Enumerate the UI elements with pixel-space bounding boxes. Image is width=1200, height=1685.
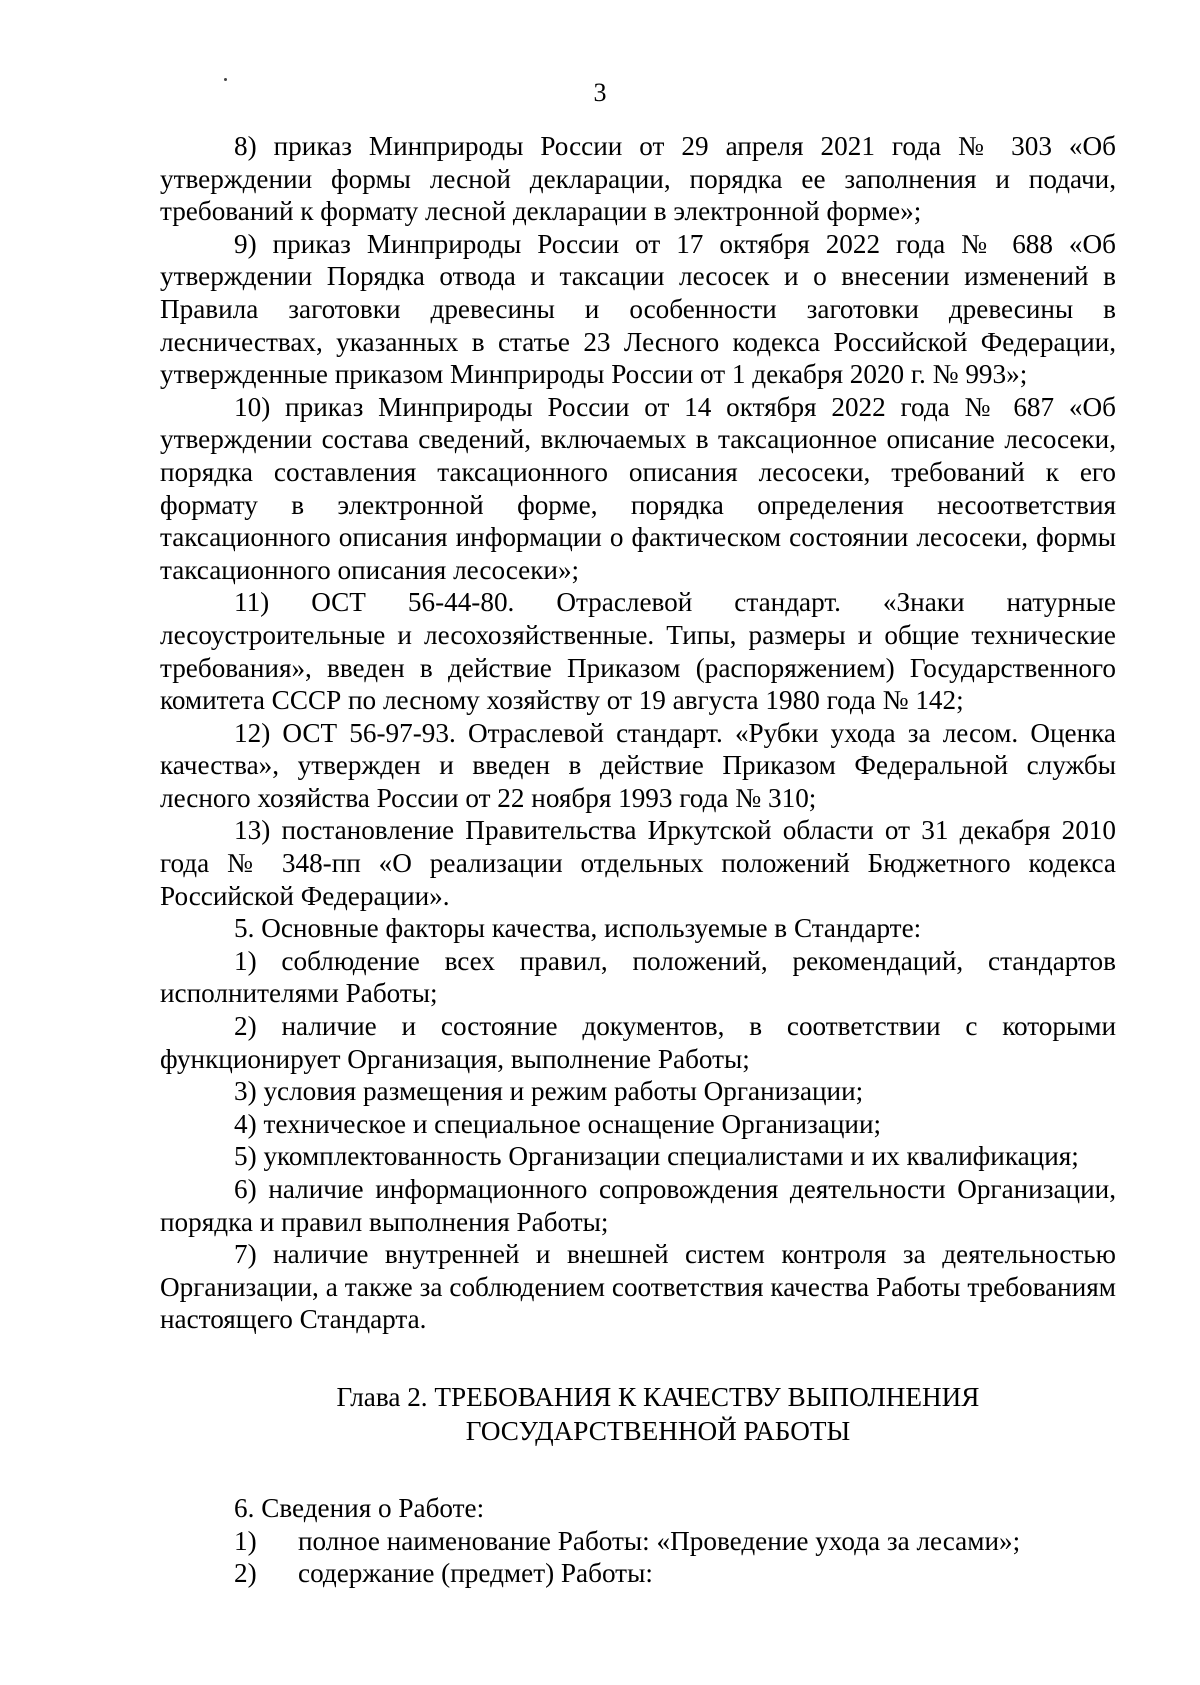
list-item-text: содержание (предмет) Работы: bbox=[298, 1558, 653, 1589]
quality-factor-2: 2) наличие и состояние документов, в соответствии с которыми функционирует Организация, выполнение Работы; bbox=[160, 1011, 1116, 1074]
document-body bbox=[160, 130, 1116, 1590]
paragraph-item-11: 11) ОСТ 56-44-80. Отраслевой стандарт. «Знаки натурные лесоустроительные и лесохозяйственные. Типы, размеры и общие технические требования», введен в действие Приказом (распоряжением) Государственного комитета СССР по лесному хозяйству от 19 августа 1980 года № 142; bbox=[160, 587, 1116, 716]
list-item-text: полное наименование Работы: «Проведение ухода за лесами»; bbox=[298, 1525, 1021, 1556]
quality-factor-7: 7) наличие внутренней и внешней систем контроля за деятельностью Организации, а также за соблюдением соответствия качества Работы требованиям настоящего Стандарта. bbox=[160, 1239, 1116, 1335]
section-6-title: 6. Сведения о Работе: bbox=[234, 1492, 485, 1523]
paragraph-section-5: 5. Основные факторы качества, используемые в Стандарте: bbox=[234, 913, 922, 944]
quality-factor-5: 5) укомплектованность Организации специалистами и их квалификация; bbox=[234, 1141, 1079, 1172]
paragraph-item-8: 8) приказ Минприроды России от 29 апреля 2021 года № 303 «Об утверждении формы лесной декларации, порядка ее заполнения и подачи, требований к формату лесной декларации в электронной форме»; bbox=[160, 131, 1116, 227]
list-item-number: 2) bbox=[234, 1558, 257, 1589]
page-number: 3 bbox=[593, 78, 607, 107]
paragraph-item-12: 12) ОСТ 56-97-93. Отраслевой стандарт. «Рубки ухода за лесом. Оценка качества», утвержден и введен в действие Приказом Федеральной службы лесного хозяйства России от 22 ноября 1993 года № 310; bbox=[160, 717, 1116, 813]
list-item bbox=[160, 1525, 1116, 1558]
paragraph-item-9: 9) приказ Минприроды России от 17 октября 2022 года № 688 «Об утверждении Порядка отвода и таксации лесосек и о внесении изменений в Правила заготовки древесины и особенности заготовки древесины в лесничествах, указанных в статье 23 Лесного кодекса Российской Федерации, утвержденные приказом Минприроды России от 1 декабря 2020 г. № 993»; bbox=[160, 228, 1116, 390]
chapter-heading-line-2: ГОСУДАРСТВЕННОЙ РАБОТЫ bbox=[465, 1415, 851, 1446]
quality-factor-3: 3) условия размещения и режим работы Организации; bbox=[234, 1076, 864, 1107]
chapter-heading-line-1: Глава 2. ТРЕБОВАНИЯ К КАЧЕСТВУ ВЫПОЛНЕНИЯ bbox=[336, 1381, 980, 1412]
paragraph-item-10: 10) приказ Минприроды России от 14 октября 2022 года № 687 «Об утверждении состава сведений, включаемых в таксационное описание лесосеки, порядка составления таксационного описания лесосеки, требований к его формату в электронной форме, порядка определения несоответствия таксационного описания информации о фактическом состоянии лесосеки, формы таксационного описания лесосеки»; bbox=[160, 391, 1116, 585]
paragraph-item-13: 13) постановление Правительства Иркутской области от 31 декабря 2010 года № 348-пп «О реализации отдельных положений Бюджетного кодекса Российской Федерации». bbox=[160, 815, 1116, 911]
list-item bbox=[160, 1557, 1116, 1590]
quality-factor-6: 6) наличие информационного сопровождения деятельности Организации, порядка и правил выполнения Работы; bbox=[160, 1174, 1116, 1237]
quality-factor-1: 1) соблюдение всех правил, положений, рекомендаций, стандартов исполнителями Работы; bbox=[160, 945, 1116, 1009]
list-item-number: 1) bbox=[234, 1525, 257, 1556]
quality-factor-4: 4) техническое и специальное оснащение Организации; bbox=[234, 1108, 882, 1139]
chapter-heading bbox=[160, 1380, 1116, 1448]
